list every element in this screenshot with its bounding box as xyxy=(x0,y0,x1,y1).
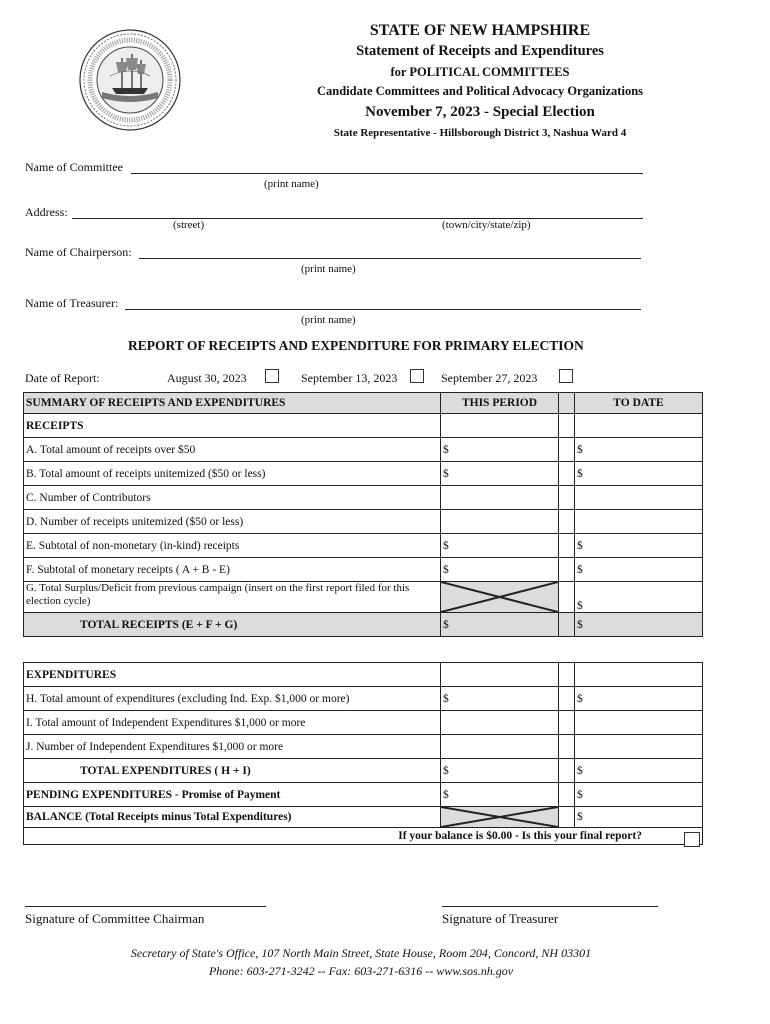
final-report-checkbox[interactable] xyxy=(684,832,700,847)
chair-signature-line[interactable] xyxy=(25,906,266,907)
row-f-label: F. Subtotal of monetary receipts ( A + B - E) xyxy=(24,558,441,582)
row-d-this-field[interactable] xyxy=(441,510,559,534)
pending-this-field[interactable]: $ xyxy=(441,783,559,807)
row-j-label: J. Number of Independent Expenditures $1,000 or more xyxy=(24,735,441,759)
total-receipts-todate-field[interactable]: $ xyxy=(575,613,703,637)
chair-hint: (print name) xyxy=(301,263,356,275)
row-h-label: H. Total amount of expenditures (excluding Ind. Exp. $1,000 or more) xyxy=(24,687,441,711)
row-b-this-field[interactable]: $ xyxy=(441,462,559,486)
row-e-label: E. Subtotal of non-monetary (in-kind) receipts xyxy=(24,534,441,558)
treasurer-hint: (print name) xyxy=(301,314,356,326)
balance-todate-field[interactable]: $ xyxy=(575,807,703,828)
expenditures-heading: EXPENDITURES xyxy=(24,663,441,687)
header-subtitle: for POLITICAL COMMITTEES xyxy=(390,65,570,79)
row-i-this-field[interactable] xyxy=(441,711,559,735)
row-h-todate-field[interactable]: $ xyxy=(575,687,703,711)
committee-name-field[interactable] xyxy=(131,173,643,174)
date-3-checkbox[interactable] xyxy=(559,369,573,383)
address-label: Address: xyxy=(25,205,68,219)
header-title: Statement of Receipts and Expenditures xyxy=(356,43,604,59)
treasurer-signature-label: Signature of Treasurer xyxy=(442,911,559,926)
header-orgs: Candidate Committees and Political Advocacy Organizations xyxy=(316,84,644,98)
address-field[interactable] xyxy=(72,218,643,219)
pending-todate-field[interactable]: $ xyxy=(575,783,703,807)
row-d-label: D. Number of receipts unitemized ($50 or less) xyxy=(24,510,441,534)
row-c-label: C. Number of Contributors xyxy=(24,486,441,510)
receipts-heading: RECEIPTS xyxy=(24,414,441,438)
chairperson-field[interactable] xyxy=(139,258,641,259)
row-c-this-field[interactable] xyxy=(441,486,559,510)
row-a-this-field[interactable]: $ xyxy=(441,438,559,462)
pending-label: PENDING EXPENDITURES - Promise of Payment xyxy=(24,783,441,807)
row-b-label: B. Total amount of receipts unitemized ($50 or less) xyxy=(24,462,441,486)
chair-label: Name of Chairperson: xyxy=(25,245,132,259)
expenditures-table xyxy=(23,662,703,845)
row-a-todate-field[interactable]: $ xyxy=(575,438,703,462)
row-g-todate-field[interactable]: $ xyxy=(575,582,703,613)
header-state: STATE OF NEW HAMPSHIRE xyxy=(369,22,591,39)
row-f-todate-field[interactable]: $ xyxy=(575,558,703,582)
total-exp-this-field[interactable]: $ xyxy=(441,759,559,783)
treasurer-label: Name of Treasurer: xyxy=(25,296,119,310)
total-receipts-label: TOTAL RECEIPTS (E + F + G) xyxy=(24,613,441,637)
row-g-label: G. Total Surplus/Deficit from previous campaign (insert on the first report filed for this election cycle) xyxy=(24,582,441,613)
date-2-checkbox[interactable] xyxy=(410,369,424,383)
date-option-1: August 30, 2023 xyxy=(167,371,247,385)
balance-this-crossed xyxy=(441,807,559,828)
col-to-date: TO DATE xyxy=(575,393,703,414)
treasurer-signature-line[interactable] xyxy=(442,906,658,907)
balance-label: BALANCE (Total Receipts minus Total Expenditures) xyxy=(24,807,441,828)
date-option-2: September 13, 2023 xyxy=(301,371,398,385)
row-j-todate-field[interactable] xyxy=(575,735,703,759)
row-h-this-field[interactable]: $ xyxy=(441,687,559,711)
date-option-3: September 27, 2023 xyxy=(441,371,538,385)
date-label: Date of Report: xyxy=(25,371,100,385)
total-receipts-this-field[interactable]: $ xyxy=(441,613,559,637)
committee-hint: (print name) xyxy=(264,178,319,190)
row-i-todate-field[interactable] xyxy=(575,711,703,735)
row-f-this-field[interactable]: $ xyxy=(441,558,559,582)
row-e-this-field[interactable]: $ xyxy=(441,534,559,558)
footer-address: Secretary of State's Office, 107 North Main Street, State House, Room 204, Concord, NH 03301 xyxy=(130,946,592,960)
town-hint: (town/city/state/zip) xyxy=(442,219,531,231)
row-b-todate-field[interactable]: $ xyxy=(575,462,703,486)
receipts-table xyxy=(23,392,703,637)
row-e-todate-field[interactable]: $ xyxy=(575,534,703,558)
header-election: November 7, 2023 - Special Election xyxy=(365,104,595,120)
chair-signature-label: Signature of Committee Chairman xyxy=(25,911,205,926)
street-hint: (street) xyxy=(173,219,205,231)
committee-label: Name of Committee xyxy=(25,160,123,174)
final-report-question: If your balance is $0.00 - Is this your final report? xyxy=(24,828,703,845)
row-a-label: A. Total amount of receipts over $50 xyxy=(24,438,441,462)
total-exp-todate-field[interactable]: $ xyxy=(575,759,703,783)
report-title: REPORT OF RECEIPTS AND EXPENDITURE FOR PRIMARY ELECTION xyxy=(128,338,584,353)
state-seal-icon xyxy=(78,28,182,132)
row-j-this-field[interactable] xyxy=(441,735,559,759)
row-g-this-crossed xyxy=(441,582,559,613)
row-c-todate-field[interactable] xyxy=(575,486,703,510)
row-i-label: I. Total amount of Independent Expenditures $1,000 or more xyxy=(24,711,441,735)
total-expenditures-label: TOTAL EXPENDITURES ( H + I) xyxy=(24,759,441,783)
col-this-period: THIS PERIOD xyxy=(441,393,559,414)
treasurer-field[interactable] xyxy=(125,309,641,310)
header-district: State Representative - Hillsborough District 3, Nashua Ward 4 xyxy=(333,127,627,139)
summary-heading: SUMMARY OF RECEIPTS AND EXPENDITURES xyxy=(24,393,441,414)
date-1-checkbox[interactable] xyxy=(265,369,279,383)
row-d-todate-field[interactable] xyxy=(575,510,703,534)
footer-contact: Phone: 603-271-3242 -- Fax: 603-271-6316 -- www.sos.nh.gov xyxy=(208,964,514,978)
